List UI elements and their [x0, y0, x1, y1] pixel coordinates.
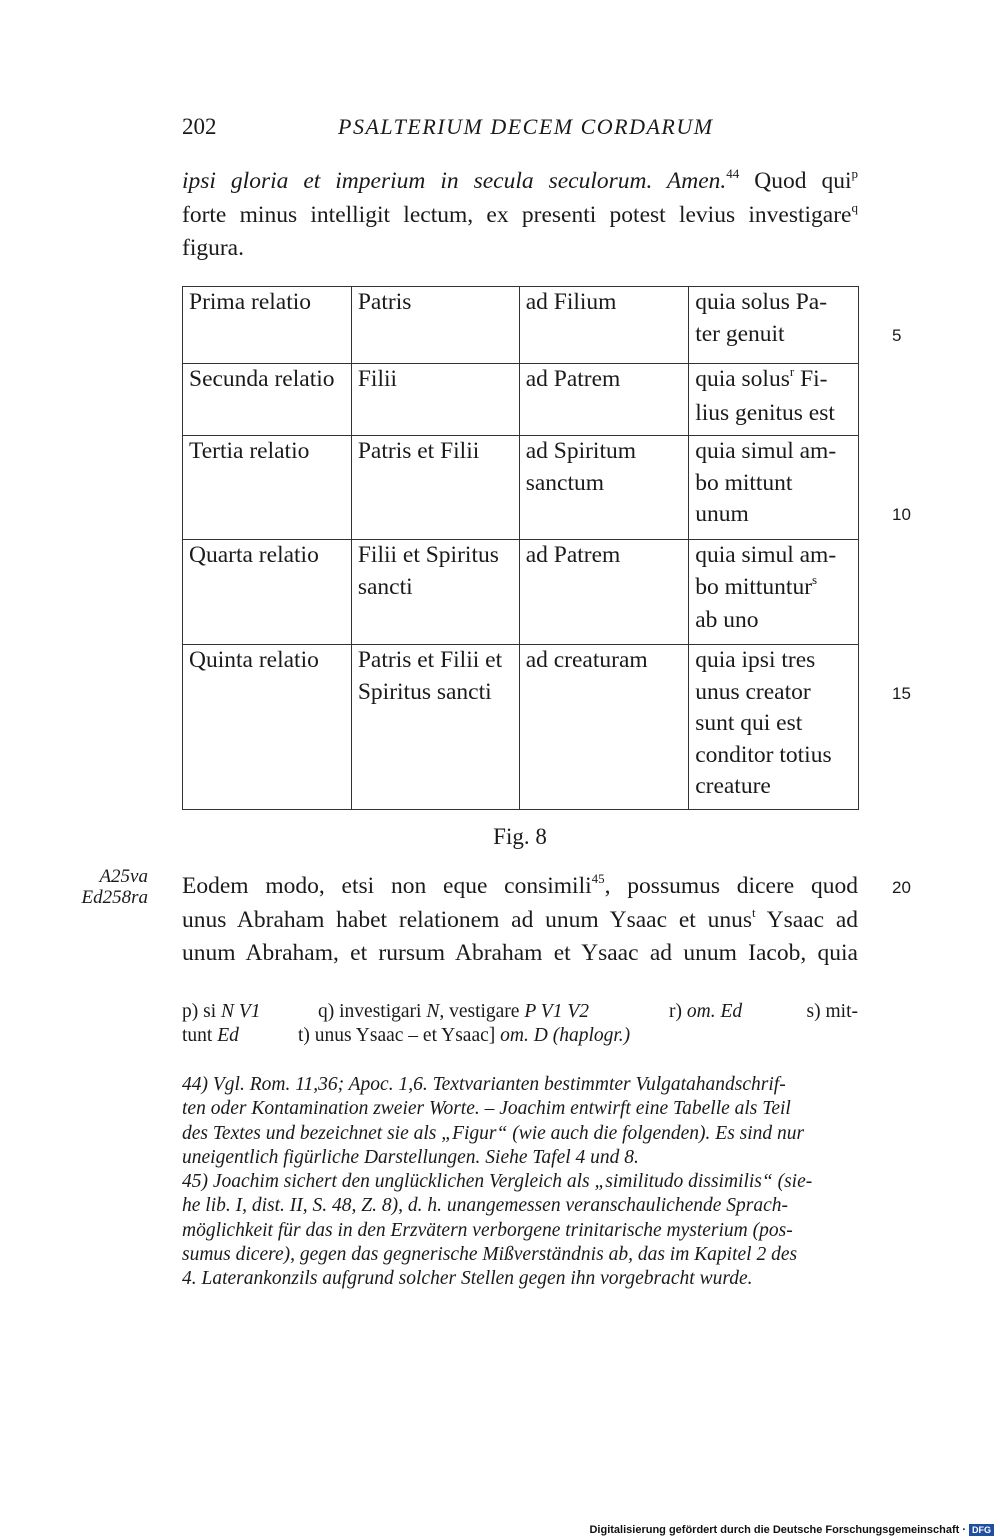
text-line [182, 871, 858, 905]
cell-text: Tertia relatio [189, 438, 310, 464]
text-run: N V1 [221, 1001, 261, 1022]
digitization-credit [589, 1524, 994, 1536]
apparatus-entry: s) mit- [806, 1001, 858, 1022]
table-cell [689, 540, 859, 645]
cell-text: unus creator [695, 678, 811, 705]
table-cell [183, 540, 352, 645]
cell-text: creature [695, 773, 771, 799]
table-cell [351, 645, 519, 810]
text-run: q) investigari [318, 1001, 427, 1022]
apparatus-ref: p [851, 166, 858, 181]
text-run: quia solus [695, 366, 790, 392]
text-run: t) unus Ysaac – et Ysaac] [298, 1025, 501, 1046]
line-number: 20 [892, 878, 911, 897]
footnotes [182, 1073, 858, 1292]
cell-text: lius genitus est [695, 399, 835, 426]
apparatus-ref: s [812, 571, 818, 587]
text-run: he lib. I, dist. II, S. 48, Z. 8), d. h. unangemessen veranschaulichende Sprach- [182, 1195, 789, 1217]
footnote-line [182, 1170, 858, 1194]
cell-text: ad Filium [525, 289, 617, 315]
apparatus-line [182, 1024, 858, 1048]
cell-text: quia solus Pa- [695, 289, 828, 315]
cell-text: quia simul am- [695, 438, 837, 464]
table-cell [183, 287, 352, 364]
table-cell [519, 540, 689, 645]
text-run: sumus dicere), gegen das gegnerische Mißverständnis ab, das im Kapitel 2 des [182, 1244, 798, 1266]
text-run: Ysaac ad [755, 906, 859, 933]
table-cell [519, 436, 689, 540]
cell-text: Patris [357, 289, 412, 315]
cell-text: Filii [357, 366, 398, 392]
dfg-logo: DFG [969, 1524, 994, 1536]
running-title: PSALTERIUM DECEM CORDARUM [338, 114, 714, 139]
text-run: r) [669, 1001, 687, 1022]
text-run: des Textes und bezeichnet sie als „Figur“ (wie auch die folgenden). Es sind nur [182, 1122, 805, 1144]
text-run: Quod qui [739, 168, 852, 194]
table-row [183, 364, 859, 436]
cell-text: ab uno [695, 607, 759, 633]
text-run: Eodem modo, etsi non eque consimili [182, 873, 592, 899]
text-run: uneigentlich figürliche Darstellungen. Siehe Tafel 4 und 8. [182, 1146, 639, 1168]
table-cell [351, 287, 519, 364]
figure-caption: Fig. 8 [493, 824, 547, 849]
footnote-ref: 45 [591, 871, 605, 886]
footnote-line [182, 1146, 858, 1170]
apparatus-entry [318, 1000, 589, 1024]
text-line: unum Abraham, et rursum Abraham et Ysaac ad unum Iacob, quia [182, 940, 858, 966]
cell-text: Patris et Filii [357, 438, 480, 464]
cell-text: ad Patrem [525, 366, 621, 392]
text-line [182, 166, 858, 200]
table-cell [519, 364, 689, 436]
text-run: 44) Vgl. Rom. 11,36; Apoc. 1,6. Textvarianten bestimmter Vulgatahandschrif- [182, 1074, 786, 1095]
footnote-ref: 44 [726, 166, 740, 181]
text-run: vestigare [444, 1001, 525, 1022]
text-run: ten oder Kontamination zweier Worte. – Joachim entwirft eine Tabelle als Teil [182, 1098, 791, 1120]
cell-text: conditor totius [695, 741, 832, 768]
cell-text: quia ipsi tres [695, 647, 816, 673]
text-run: 45) Joachim sichert den unglücklichen Vergleich als „similitudo dissimilis“ (sie- [182, 1171, 813, 1193]
table-row [183, 436, 859, 540]
cell-text: Secunda relatio [189, 366, 335, 392]
manuscript-folio: A25va [99, 866, 148, 887]
table-row [183, 287, 859, 364]
body-paragraph [182, 871, 858, 970]
table-cell [689, 645, 859, 810]
text-run: P V1 V2 [524, 1001, 589, 1022]
apparatus-entry [182, 1000, 261, 1024]
text-run: Fi- [794, 366, 828, 392]
margin-note [82, 866, 149, 908]
text-line: figura. [182, 235, 244, 261]
cell-text: unum [695, 501, 749, 527]
text-run: ipsi gloria et imperium in secula seculorum. Amen. [182, 168, 727, 194]
text-run: , possumus dicere quod [604, 873, 858, 899]
text-line [182, 905, 858, 939]
footnote-line [182, 1097, 858, 1121]
credit-text: Digitalisierung gefördert durch die Deutsche Forschungsgemeinschaft · [589, 1524, 966, 1536]
cell-text: ad Spiritum [525, 438, 637, 464]
footnote-line [182, 1267, 858, 1291]
table-row [183, 645, 859, 810]
table-cell [183, 645, 352, 810]
relations-table [182, 286, 859, 810]
table-cell [519, 645, 689, 810]
edition-folio: Ed258ra [81, 887, 148, 908]
table-cell [519, 287, 689, 364]
cell-text: Quinta relatio [189, 647, 319, 673]
text-run: Ed [217, 1025, 239, 1046]
apparatus-entry [669, 1000, 742, 1024]
table-cell [689, 287, 859, 364]
apparatus-ref: q [851, 199, 858, 215]
text-run: unus Abraham habet relationem ad unum Ysaac et unus [182, 906, 753, 933]
table-row [183, 540, 859, 645]
cell-text [695, 572, 852, 606]
apparatus-entry [182, 1024, 239, 1048]
apparatus-entry [298, 1024, 630, 1048]
cell-text: ter genuit [695, 320, 785, 347]
table-cell [689, 364, 859, 436]
footnote-line [182, 1243, 858, 1267]
line-number: 5 [892, 326, 902, 345]
text-run: tunt [182, 1025, 218, 1046]
table-cell [183, 364, 352, 436]
line-number: 10 [892, 505, 911, 524]
cell-text: ad creaturam [525, 647, 648, 673]
text-run: om. D (haplogr.) [500, 1025, 631, 1046]
apparatus-ref: r [789, 364, 795, 379]
critical-apparatus [182, 1000, 858, 1048]
cell-text: Filii et Spiritus [357, 542, 499, 568]
cell-text: sancti [357, 573, 413, 600]
cell-text: ad Patrem [525, 542, 621, 568]
table-cell [183, 436, 352, 540]
text-run: möglichkeit für das in den Erzvätern verborgene trinitarische mysterium (pos- [182, 1219, 793, 1241]
line-number: 15 [892, 684, 911, 703]
text-run: forte minus intelligit lectum, ex presenti potest levius investigare [182, 201, 852, 228]
text-run: p) si [182, 1001, 221, 1022]
table-cell [689, 436, 859, 540]
text-run: 4. Laterankonzils aufgrund solcher Stellen gegen ihn vorgebracht wurde. [182, 1268, 753, 1290]
table-cell [351, 364, 519, 436]
footnote-line [182, 1194, 858, 1218]
cell-text: Spiritus sancti [357, 678, 492, 705]
text-run: bo mittuntur [695, 573, 813, 600]
intro-paragraph [182, 166, 858, 265]
cell-text: Quarta relatio [189, 542, 319, 568]
cell-text: quia simul am- [695, 542, 837, 568]
footnote-line [182, 1219, 858, 1243]
cell-text: Patris et Filii et [357, 647, 503, 673]
cell-text: sanctum [525, 469, 605, 496]
text-run: om. Ed [686, 1001, 743, 1022]
cell-text: sunt qui est [695, 710, 803, 736]
cell-text: Prima relatio [189, 289, 312, 315]
footnote-line [182, 1073, 858, 1097]
table-cell [351, 436, 519, 540]
text-line [182, 200, 858, 234]
page-number: 202 [182, 114, 217, 139]
footnote-line [182, 1122, 858, 1146]
apparatus-line [182, 1000, 858, 1024]
cell-text [695, 364, 852, 398]
apparatus-ref: t [752, 904, 756, 920]
text-run: N, [426, 1001, 445, 1022]
cell-text: bo mittunt [695, 469, 793, 496]
table-cell [351, 540, 519, 645]
